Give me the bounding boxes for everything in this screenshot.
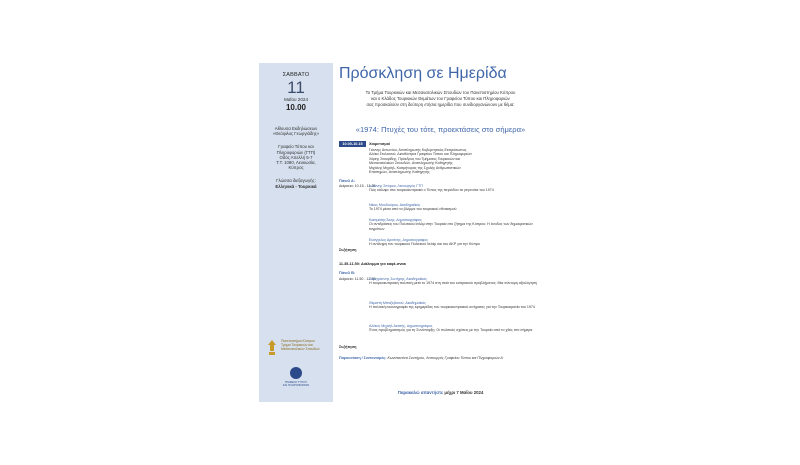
panel-b-talk: Αλέκος Μιχαήλ Ακτσής, Δημοσιογράφος Ένας προβληματισμός για τη Συνύπαρξη: Οι πολιτικές σχέσεις με την Τουρκία από το χθες στο σήμερα — [369, 324, 533, 333]
moderator-line: Παρουσίαση / Συντονισμός: Κωνσταντίνα Συντήρου, Λειτουργός Γραφείου Τύπου και Πληροφοριών Α — [339, 356, 503, 360]
panel-a-label: Πάνελ Α: — [339, 179, 356, 183]
event-month-year: Μαΐου 2024 — [283, 97, 309, 102]
coffee-break: 11.35-11.50: Διάλειμμα για καφέ-σνακ — [339, 262, 406, 266]
panel-a-talk: Νίκος Μουδούρου, Ακαδημαϊκός Το 1974 μέσα από το βλέμμα του τουρκικού εθνικισμού — [369, 203, 457, 212]
panel-a-duration: Διάρκεια: 10.15 - 11.35 — [339, 184, 376, 188]
panel-b-duration: Διάρκεια: 11.50 - 12.55 — [339, 277, 376, 281]
rsvp-line: Παρακαλώ απαντήστε μέχρι 7 Μαΐου 2024 — [397, 390, 484, 395]
university-of-cyprus-logo: Πανεπιστήμιο Κύπρου Τμήμα Τουρκικών και Μεσανατολικών Σπουδών — [263, 338, 329, 358]
press-office-logo: ΓΡΑΦΕΙΟ ΤΥΠΟΥ ΚΑΙ ΠΛΗΡΟΦΟΡΙΩΝ — [281, 367, 311, 389]
panel-a-talk: Ευάγγελος Αρσένης, Δημοσιογράφος Η αντίληψη του τουρκικού Πολιτικού Ισλάμ και του ΑΚΡ για την Κύπρο — [369, 238, 480, 247]
event-day-number: 11 — [287, 78, 305, 97]
opening-label: Χαιρετισμοί — [369, 142, 391, 146]
university-emblem-icon — [267, 340, 277, 356]
panel-a-talk: Κασιμάτης Άκης, Δημοσιογράφος Οι αντιδράσεις του Πολιτικού Ισλάμ στην Τουρκία στο ζήτημα της Κύπρου: Η άνοδος των δημοκρατικών ταγμάτων — [369, 218, 533, 231]
opening-speakers: Γιάννης Αντωνίου, Αναπληρωτής Κυβερνητικός Εκπρόσωπος Αλέκα Στυλιανού, Διευθύντρια Γραφείου Τύπου και Πληροφοριών Χάρης Σταυρίδης, Πρόεδρος του Τμήματος Τουρκικών και Μεσανατολικών Σπουδών, Αναπληρωτής Καθηγητής Μιχάλης Μιχαήλ, Κοσμήτορας της Σχολής Ανθρωπιστικών Επιστημών, Αναπληρωτής Καθηγητής — [369, 148, 472, 175]
invitation-document — [259, 63, 542, 402]
event-address: Γραφείο Τύπου και Πληροφοριών (ΓΤΠ) Οδός Απελλή 5-7 Τ.Τ. 1080, Λευκωσία, Κύπρος — [276, 144, 316, 171]
opening-time-slot: 10.00-10.15 — [339, 141, 366, 147]
event-language: Γλώσσα διεξαγωγής: Ελληνικά - Τουρκικά — [275, 178, 317, 189]
event-day-name: ΣΑΒΒΑΤΟ — [282, 72, 310, 78]
intro-text: Το Τμήμα Τουρκικών και Μεσανατολικών Σπουδών του Πανεπιστημίου Κύπρου και ο Κλάδος Τουρκικών Θεμάτων του Γραφείου Τύπου και Πληροφοριών σας προσκαλούν στη δεύτερη ετήσια ημερίδα που συνδιοργανώνουν με θέμα: — [365, 90, 516, 107]
press-office-emblem-icon — [290, 367, 302, 379]
panel-a-talk: Ιωάννης Σπύρου, Λειτουργός ΓΤΠ Πώς κάλυψε στα τουρκοκυπριακά ο Τύπος της περιόδου τα γεγονότα του 1974 — [369, 184, 494, 193]
page-title: Πρόσκληση σε Ημερίδα — [339, 65, 507, 82]
event-venue: Αίθουσα Εκδηλώσεων «Θεόφιλος Γεωργιάδης» — [272, 126, 320, 137]
panel-b-talk: Σαρηγιάννης Σωτήρης, Ακαδημαϊκός Η τουρκοκυπριακή πολιτική μετά το 1974 στη σκιά του κυπριακού προβλήματος: Μια σύντομη αξιολόγηση — [369, 277, 537, 286]
sidebar-panel — [259, 63, 333, 402]
panel-b-label: Πάνελ Β: — [339, 271, 356, 275]
discussion-label: Συζήτηση — [339, 248, 357, 252]
event-time: 10.00 — [285, 103, 307, 112]
panel-b-talk: Θεμιστή Μπαξεβανού, Ακαδημαϊκός Η πολιτική εικονογραφία της εφημερίδας του τουρκοκυπριακού κινήματος για την Τουρκοκρατία του 1974 — [369, 301, 535, 310]
discussion-label: Συζήτηση — [339, 345, 357, 349]
event-theme: «1974: Πτυχές του τότε, προεκτάσεις στο σήμερα» — [355, 125, 526, 134]
